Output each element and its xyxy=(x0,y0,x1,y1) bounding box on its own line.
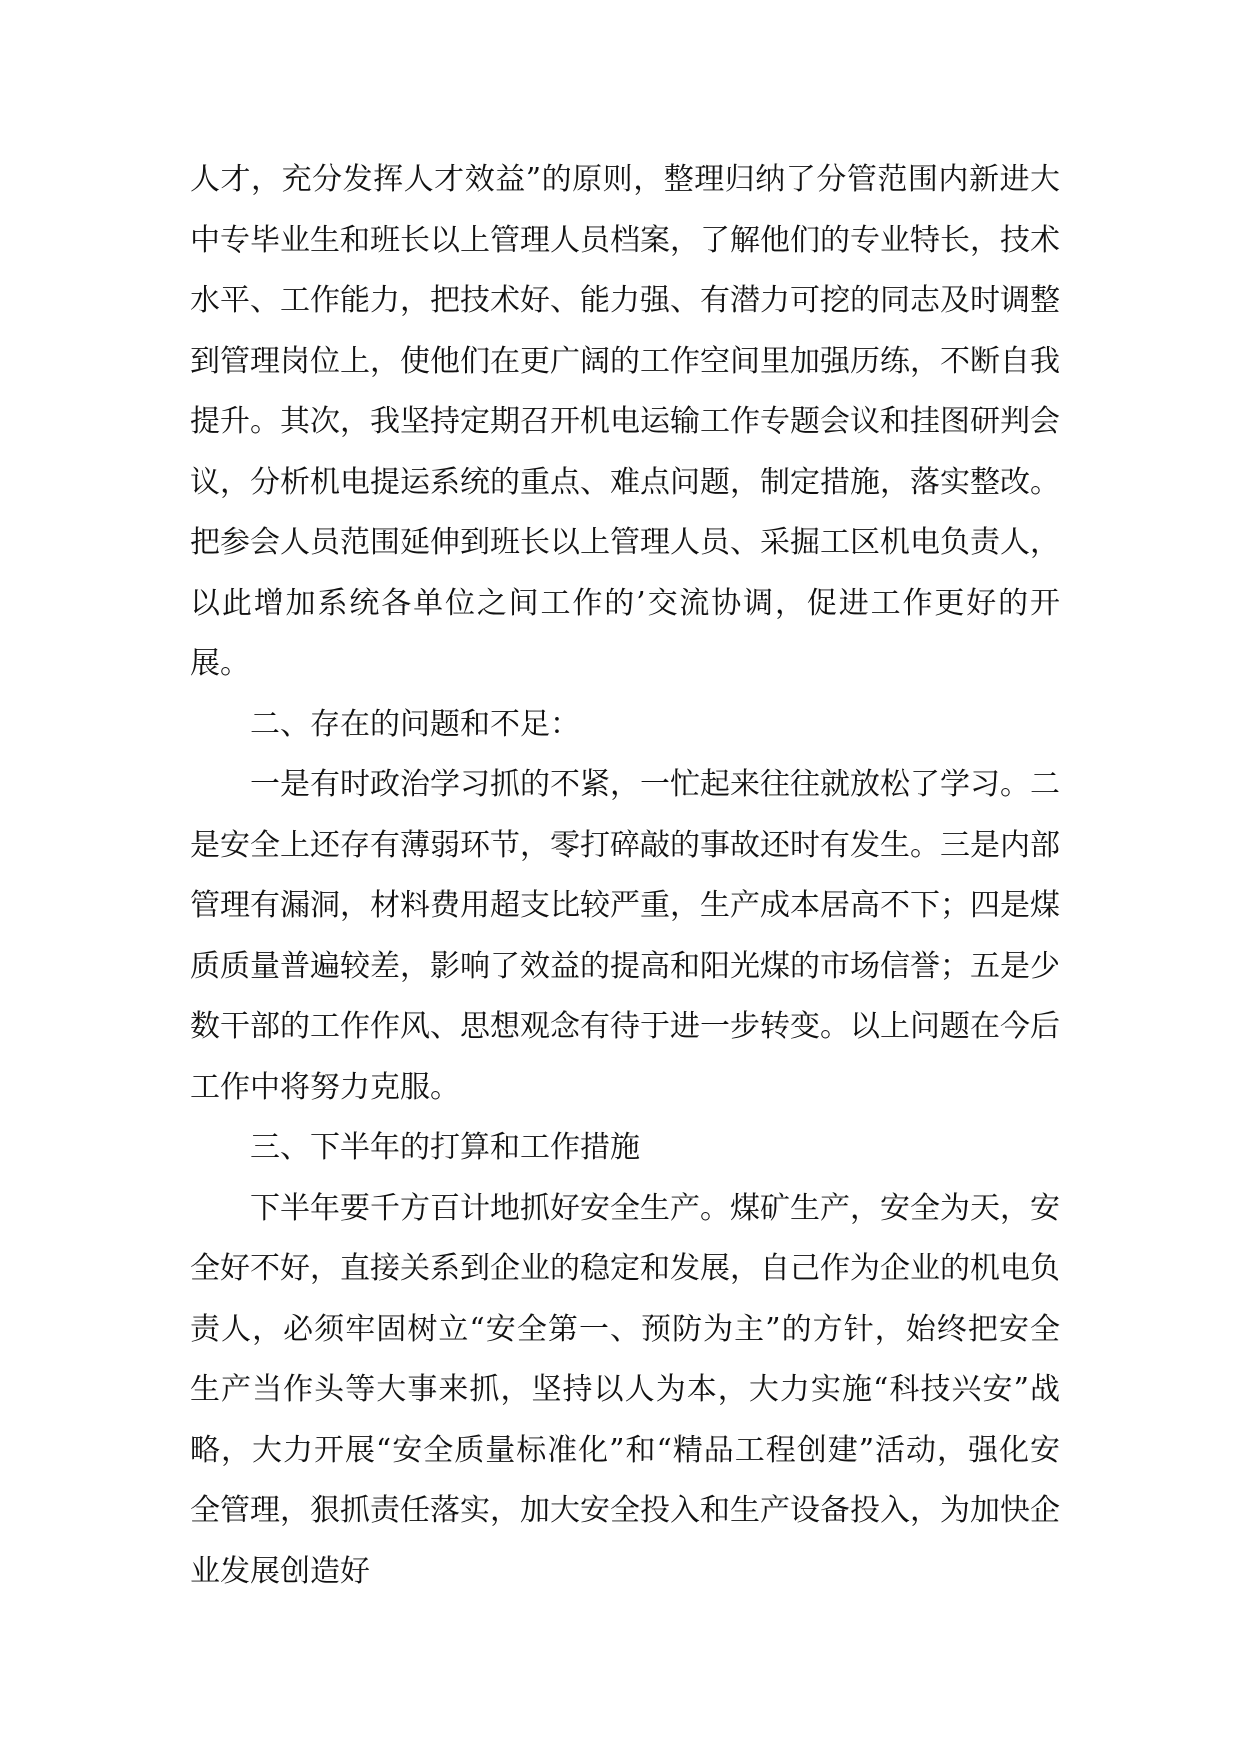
document-body xyxy=(190,150,1060,1602)
section-heading-plans: 三、下半年的打算和工作措施 xyxy=(250,1130,640,1165)
paragraph-problems: 一是有时政治学习抓的不紧，一忙起来往往就放松了学习。二是安全上还存有薄弱环节，零打碎敲的事故还时有发生。三是内部管理有漏洞，材料费用超支比较严重，生产成本居高不下；四是煤质质量普遍较差，影响了效益的提高和阳光煤的市场信誉；五是少数干部的工作作风、思想观念有待于进一步转变。以上问题在今后工作中将努力克服。 xyxy=(190,767,1060,1105)
paragraph-plans: 下半年要千方百计地抓好安全生产。煤矿生产，安全为天，安全好不好，直接关系到企业的稳定和发展，自己作为企业的机电负责人，必须牢固树立“安全第一、预防为主”的方针，始终把安全生产当作头等大事来抓，坚持以人为本，大力实施“科技兴安”战略，大力开展“安全质量标准化”和“精品工程创建”活动，强化安全管理，狠抓责任落实，加大安全投入和生产设备投入，为加快企业发展创造好 xyxy=(190,1190,1060,1589)
paragraph-continuation: 人才，充分发挥人才效益”的原则，整理归纳了分管范围内新进大中专毕业生和班长以上管理人员档案，了解他们的专业特长，技术水平、工作能力，把技术好、能力强、有潜力可挖的同志及时调整到管理岗位上，使他们在更广阔的工作空间里加强历练，不断自我提升。其次，我坚持定期召开机电运输工作专题会议和挂图研判会议，分析机电提运系统的重点、难点问题，制定措施，落实整改。把参会人员范围延伸到班长以上管理人员、采掘工区机电负责人，以此增加系统各单位之间工作的’交流协调，促进工作更好的开展。 xyxy=(190,162,1060,681)
section-heading-problems: 二、存在的问题和不足： xyxy=(250,706,580,742)
